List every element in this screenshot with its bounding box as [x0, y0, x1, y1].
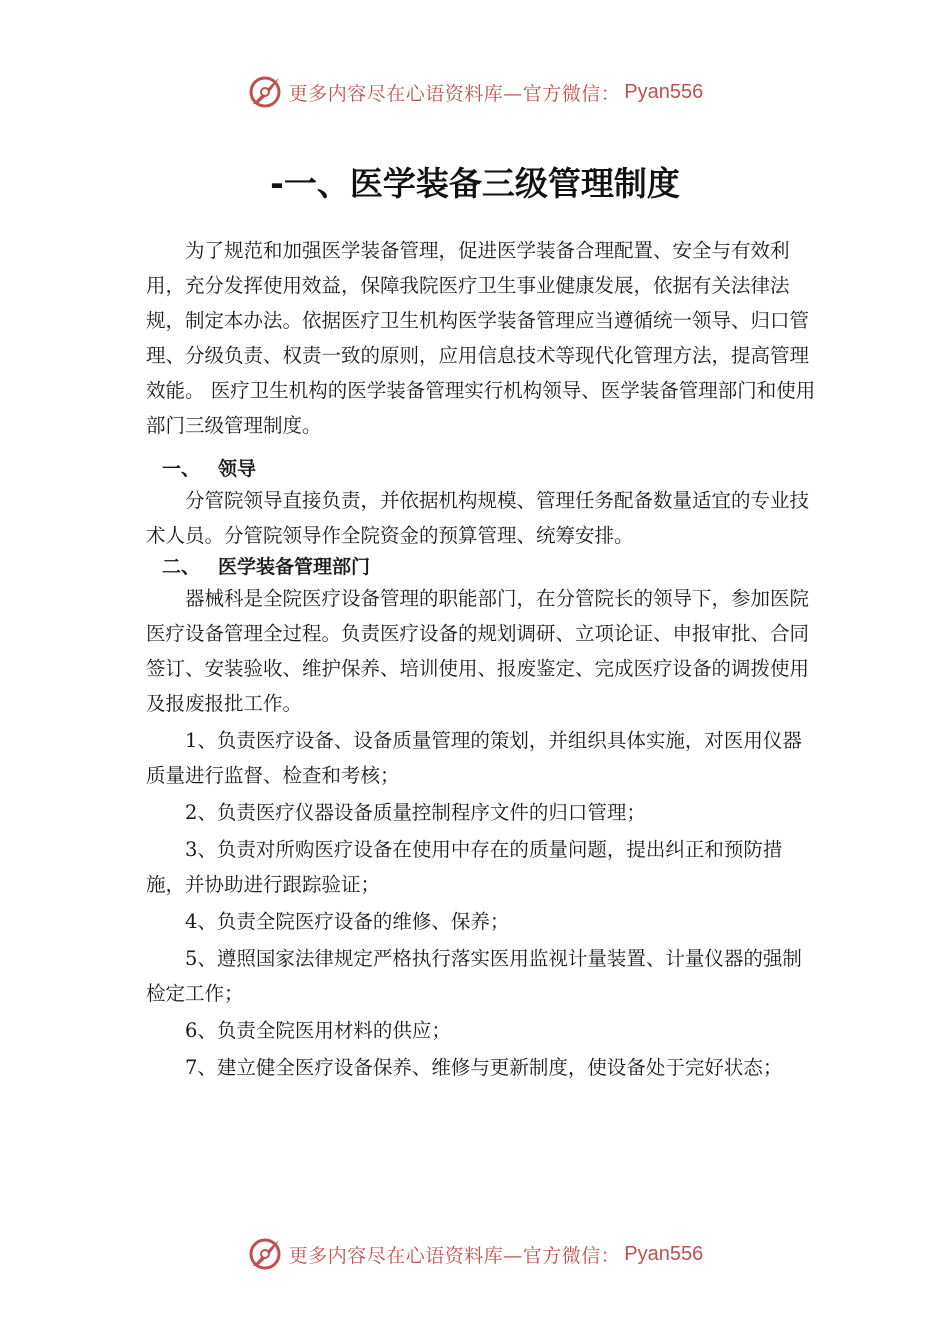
- document-title: -一、医学装备三级管理制度: [270, 164, 680, 203]
- section-heading-text: 医学装备管理部门: [218, 556, 371, 578]
- watermark-wechat-id: Pyan556: [624, 80, 704, 103]
- list-item: 3、负责对所购医疗设备在使用中存在的质量问题，提出纠正和预防措施，并协助进行跟踪验证；: [146, 838, 783, 896]
- intro-paragraph: 为了规范和加强医学装备管理，促进医学装备合理配置、安全与有效利用，充分发挥使用效益，保障我院医疗卫生事业健康发展，依据有关法律法规，制定本办法。依据医疗卫生机构医学装备管理应当遵循统一领导、归口管理、分级负责、权责一致的原则，应用信息技术等现代化管理方法，提高管理效能。 医疗卫生机构的医学装备管理实行机构领导、医学装备管理部门和使用部门三级管理制度。: [146, 239, 816, 437]
- watermark-text: 更多内容尽在心语资料库—官方微信：: [288, 82, 621, 105]
- section-heading: [146, 455, 818, 483]
- watermark-banner-top: [0, 70, 950, 114]
- watermark-text: 更多内容尽在心语资料库—官方微信：: [288, 1244, 621, 1267]
- list-item: 5、遵照国家法律规定严格执行落实医用监视计量装置、计量仪器的强制检定工作；: [146, 947, 802, 1005]
- intro-section: [146, 233, 818, 443]
- section-body: 器械科是全院医疗设备管理的职能部门，在分管院长的领导下，参加医院医疗设备管理全过程。负责医疗设备的规划调研、立项论证、申报审批、合同签订、安装验收、维护保养、培训使用、报废鉴定、完成医疗设备的调拨使用及报废报批工作。: [146, 587, 810, 715]
- section-heading: [146, 553, 818, 581]
- section-body: 分管院领导直接负责，并依据机构规模、管理任务配备数量适宜的专业技术人员。分管院领导作全院资金的预算管理、统筹安排。: [146, 489, 810, 547]
- list-item: 1、负责医疗设备、设备质量管理的策划，并组织具体实施，对医用仪器质量进行监督、检查和考核；: [146, 729, 802, 787]
- watermark-wechat-id: Pyan556: [624, 1242, 704, 1265]
- red-quill-seal-icon: [247, 74, 283, 110]
- list-item: 7、建立健全医疗设备保养、维修与更新制度，使设备处于完好状态；: [185, 1056, 783, 1079]
- section-number: 二、: [162, 556, 201, 578]
- watermark-banner-bottom: [0, 1232, 950, 1276]
- section-equipment-dept: [146, 553, 818, 1087]
- list-item: 4、负责全院医疗设备的维修、保养；: [185, 910, 510, 933]
- section-heading-text: 领导: [218, 458, 257, 480]
- section-number: 一、: [162, 458, 201, 480]
- red-quill-seal-icon: [247, 1236, 283, 1272]
- list-item: 2、负责医疗仪器设备质量控制程序文件的归口管理；: [185, 801, 646, 824]
- section-leadership: [146, 455, 818, 553]
- duty-list: [146, 723, 818, 1085]
- list-item: 6、负责全院医用材料的供应；: [185, 1019, 451, 1042]
